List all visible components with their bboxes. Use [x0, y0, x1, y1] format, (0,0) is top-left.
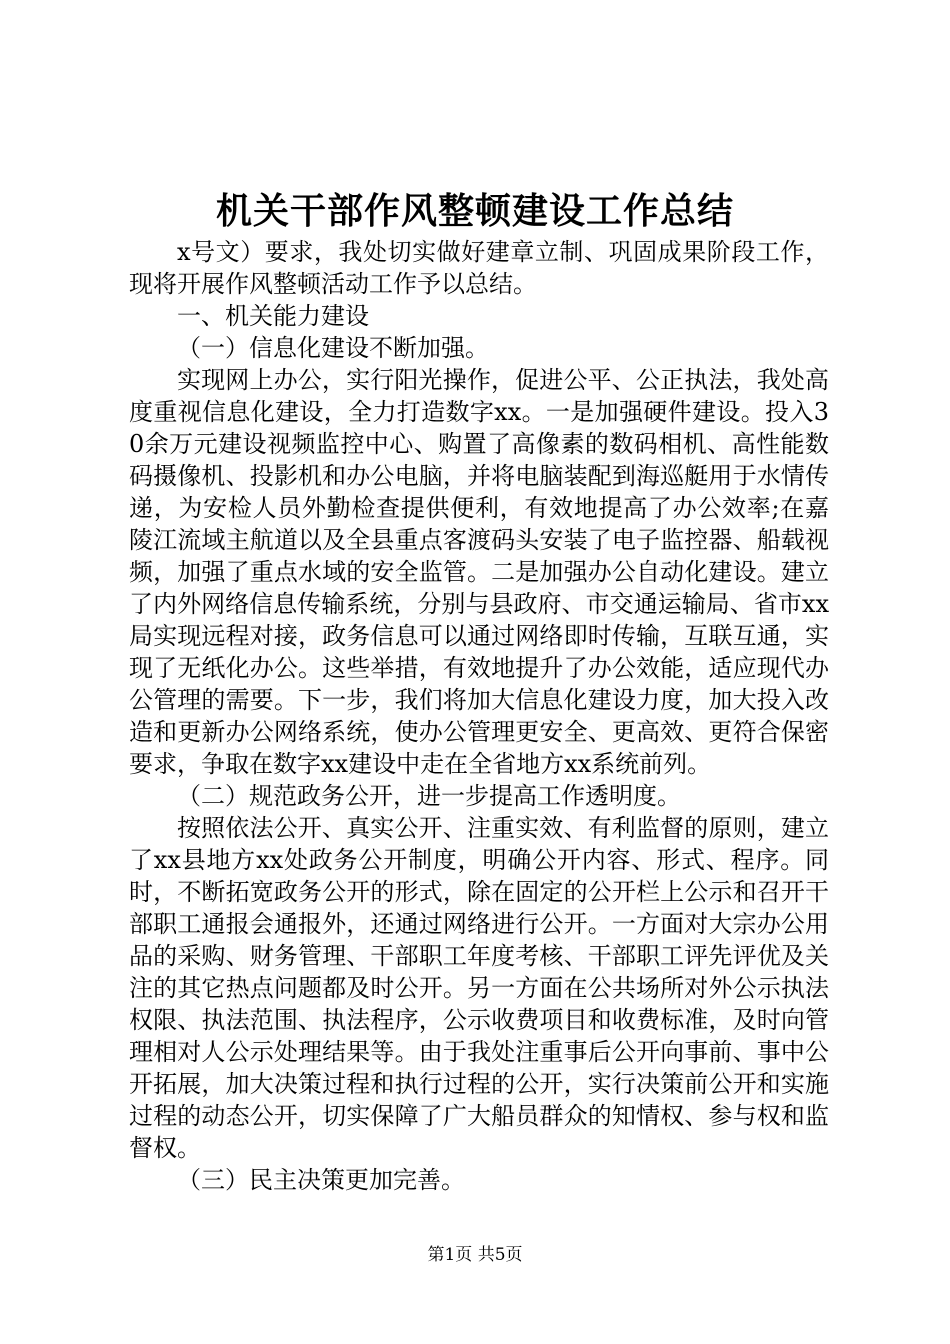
subsection-paragraph-2: 按照依法公开、真实公开、注重实效、有利监督的原则，建立了xx县地方xx处政务公开制度，明确公开内容、形式、程序。同时，不断拓宽政务公开的形式，除在固定的公开栏上公示和召开干部职工通报会通报外，还通过网络进行公开。一方面对大宗办公用品的采购、财务管理、干部职工年度考核、干部职工评先评优及关注的其它热点问题都及时公开。另一方面在公共场所对外公示执法权限、执法范围、执法程序，公示收费项目和收费标准，及时向管理相对人公示处理结果等。由于我处注重事后公开向事前、事中公开拓展，加大决策过程和执行过程的公开，实行决策前公开和实施过程的动态公开，切实保障了广大船员群众的知情权、参与权和监督权。	[129, 814, 829, 1162]
document-title: 机关干部作风整顿建设工作总结	[215, 190, 734, 232]
subsection-heading-3: （三）民主决策更加完善。	[177, 1166, 465, 1194]
section-heading-1: 一、机关能力建设	[177, 302, 369, 330]
page-footer: 第1页 共5页	[427, 1245, 523, 1265]
document-body	[129, 236, 829, 1196]
intro-paragraph: x号文）要求，我处切实做好建章立制、巩固成果阶段工作，现将开展作风整顿活动工作予以总结。	[129, 238, 829, 298]
subsection-paragraph-1: 实现网上办公，实行阳光操作，促进公平、公正执法，我处高度重视信息化建设，全力打造数字xx。一是加强硬件建设。投入30余万元建设视频监控中心、购置了高像素的数码相机、高性能数码摄像机、投影机和办公电脑，并将电脑装配到海巡艇用于水情传递，为安检人员外勤检查提供便利，有效地提高了办公效率;在嘉陵江流域主航道以及全县重点客渡码头安装了电子监控器、船载视频，加强了重点水域的安全监管。二是加强办公自动化建设。建立了内外网络信息传输系统，分别与县政府、市交通运输局、省市xx局实现远程对接，政务信息可以通过网络即时传输，互联互通，实现了无纸化办公。这些举措，有效地提升了办公效能，适应现代办公管理的需要。下一步，我们将加大信息化建设力度，加大投入改造和更新办公网络系统，使办公管理更安全、更高效、更符合保密要求，争取在数字xx建设中走在全省地方xx系统前列。	[129, 366, 829, 778]
subsection-heading-2: （二）规范政务公开，进一步提高工作透明度。	[177, 782, 681, 810]
subsection-heading-1: （一）信息化建设不断加强。	[177, 334, 489, 362]
